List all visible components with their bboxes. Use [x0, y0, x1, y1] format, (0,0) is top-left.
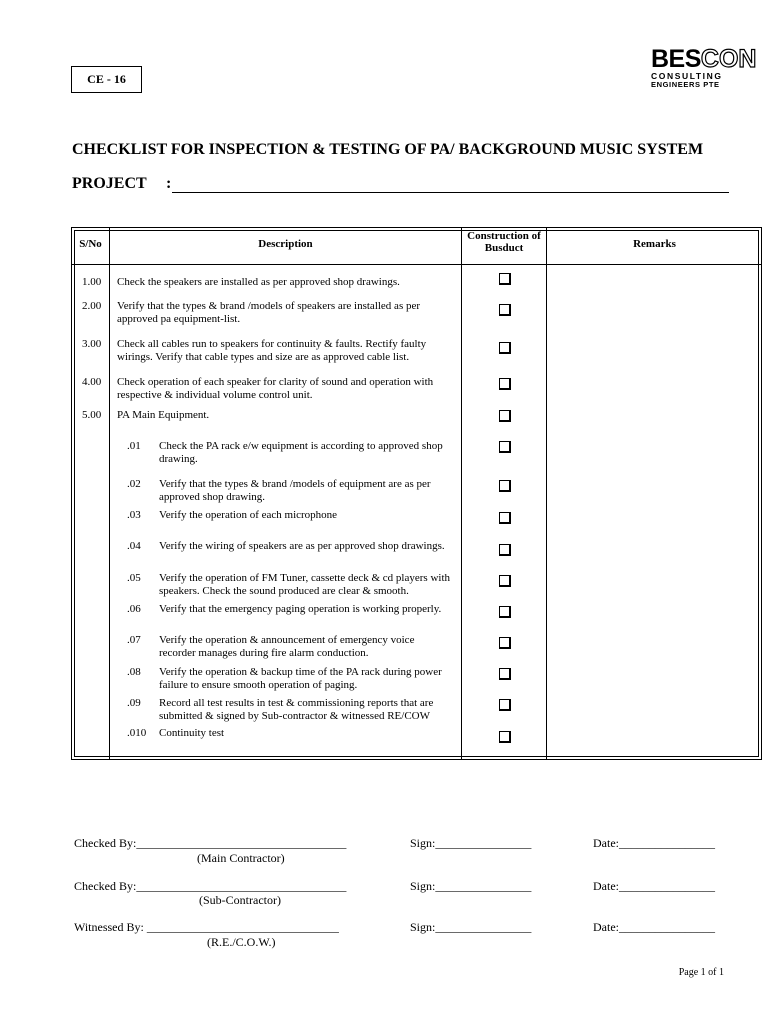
checkbox[interactable] [499, 342, 511, 354]
item-description: Check all cables run to speakers for continuity & faults. Rectify faulty wirings. Verify that cable types and size are as approved cable list. [117, 338, 427, 363]
sub-item-number: .05 [127, 572, 141, 584]
item-number: 1.00 [82, 276, 102, 288]
header-description: Description [258, 238, 313, 250]
company-logo [651, 45, 757, 93]
sign-field[interactable]: Sign:________________ [410, 879, 532, 893]
sub-item-number: .06 [127, 603, 141, 615]
sub-item-description: Verify the operation & backup time of the PA rack during power failure to ensure smooth operation of paging. [159, 666, 442, 691]
sub-item-description: Verify the operation & announcement of emergency voice recorder manages during fire alarm conduction. [159, 634, 415, 659]
role-main-contractor: (Main Contractor) [197, 851, 285, 865]
column-divider [546, 228, 547, 759]
column-divider [109, 228, 110, 759]
sign-field[interactable]: Sign:________________ [410, 920, 532, 934]
item-description: Check operation of each speaker for clarity of sound and operation with respective & individual volume control unit. [117, 376, 434, 401]
logo-subtitle-1: CONSULTING [651, 71, 723, 81]
logo-text-con: CON [700, 45, 757, 73]
sub-item-description: Verify that the emergency paging operation is working properly. [159, 603, 442, 615]
sub-item-number: .010 [127, 727, 147, 739]
project-label: PROJECT [72, 175, 147, 192]
header-remarks: Remarks [633, 238, 676, 250]
header-sno: S/No [79, 238, 102, 250]
checkbox[interactable] [499, 544, 511, 556]
sub-item-description: Verify the operation of each microphone [159, 509, 338, 521]
checklist-table [71, 227, 762, 760]
sub-item-number: .04 [127, 540, 141, 552]
checkbox[interactable] [499, 273, 511, 285]
sub-item-description: Verify that the types & brand /models of equipment are as per approved shop drawing. [159, 478, 431, 503]
sub-item-description: Check the PA rack e/w equipment is according to approved shop drawing. [159, 440, 443, 465]
date-field[interactable]: Date:________________ [593, 836, 715, 850]
checkbox[interactable] [499, 699, 511, 711]
sign-field[interactable]: Sign:________________ [410, 836, 532, 850]
date-field[interactable]: Date:________________ [593, 879, 715, 893]
checked-by-sub-field[interactable]: Checked By:___________________________________ [74, 879, 347, 893]
sub-item-number: .02 [127, 478, 141, 490]
column-divider [461, 228, 462, 759]
sub-item-number: .07 [127, 634, 141, 646]
checkbox[interactable] [499, 304, 511, 316]
role-sub-contractor: (Sub-Contractor) [199, 893, 281, 907]
logo-text-bes: BES [651, 45, 701, 73]
role-re-cow: (R.E./C.O.W.) [207, 935, 276, 949]
project-field[interactable] [172, 192, 729, 193]
checkbox[interactable] [499, 441, 511, 453]
checkbox[interactable] [499, 378, 511, 390]
witnessed-by-field[interactable]: Witnessed By: ________________________________ [74, 920, 339, 934]
document-title: CHECKLIST FOR INSPECTION & TESTING OF PA/ BACKGROUND MUSIC SYSTEM [72, 141, 704, 158]
checkbox[interactable] [499, 480, 511, 492]
form-code: CE - 16 [87, 72, 126, 86]
sub-item-description: Record all test results in test & commissioning reports that are submitted & signed by Sub-contractor & witnessed RE/COW [159, 697, 434, 722]
page-number: Page 1 of 1 [678, 967, 724, 978]
item-number: 2.00 [82, 300, 102, 312]
checked-by-main-field[interactable]: Checked By:___________________________________ [74, 836, 347, 850]
item-number: 5.00 [82, 409, 102, 421]
checkbox[interactable] [499, 668, 511, 680]
item-number: 3.00 [82, 338, 102, 350]
logo-subtitle-2: ENGINEERS PTE [651, 80, 720, 89]
checkbox[interactable] [499, 410, 511, 422]
sub-item-number: .03 [127, 509, 141, 521]
header-construction: Construction of Busduct [467, 230, 541, 254]
sub-item-number: .01 [127, 440, 141, 452]
sub-item-number: .08 [127, 666, 141, 678]
checkbox[interactable] [499, 512, 511, 524]
project-colon: : [166, 175, 172, 192]
checkbox[interactable] [499, 637, 511, 649]
sub-item-number: .09 [127, 697, 141, 709]
item-description: Verify that the types & brand /models of speakers are installed as per approved pa equipment-list. [117, 300, 421, 325]
item-description: Check the speakers are installed as per approved shop drawings. [117, 276, 400, 288]
checkbox[interactable] [499, 731, 511, 743]
checkbox[interactable] [499, 575, 511, 587]
form-code-box [71, 66, 142, 93]
item-description: PA Main Equipment. [117, 409, 210, 421]
sub-item-description: Verify the operation of FM Tuner, cassette deck & cd players with speakers. Check the sound produced are clear & smooth. [159, 572, 450, 597]
sub-item-description: Continuity test [159, 727, 225, 739]
checkbox[interactable] [499, 606, 511, 618]
header-divider [72, 264, 761, 265]
item-number: 4.00 [82, 376, 102, 388]
sub-item-description: Verify the wiring of speakers are as per approved shop drawings. [159, 540, 445, 552]
date-field[interactable]: Date:________________ [593, 920, 715, 934]
